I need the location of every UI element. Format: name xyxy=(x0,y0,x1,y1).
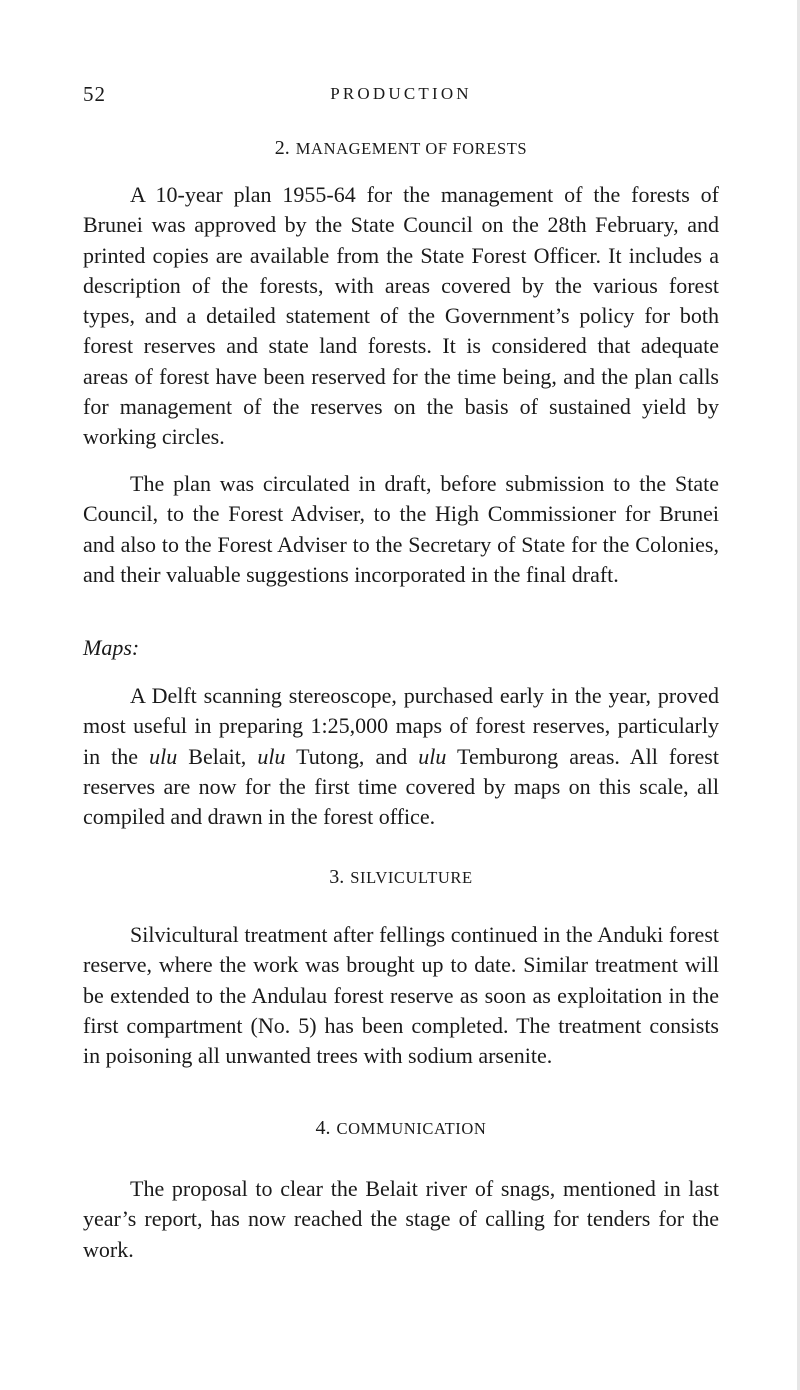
paragraph-communication: The proposal to clear the Belait river of snags, mentioned in last year’s report, has now reached the stage of calling for tenders for the work. xyxy=(83,1176,719,1262)
paragraph-management-plan: A 10-year plan 1955-64 for the management of the forests of Brunei was approved by the State Council on the 28th February, and printed copies are available from the State Forest Officer. It includes a description of the forests, with areas covered by the various forest types, and a detailed statement of the Government’s policy for both forest reserves and state land forests. It is considered that adequate areas of forest have been reserved for the time being, and the plan calls for management of the reserves on the basis of sustained yield by working circles. xyxy=(83,182,719,450)
maps-subheading: Maps: xyxy=(83,635,140,660)
section-number: 4. xyxy=(315,1117,331,1139)
ulu-term: ulu xyxy=(418,743,447,769)
maps-text-part1: A Delft scanning stereoscope, purchased early in the year, proved most useful in preparing 1:25,000 maps of forest reserves, particularly in the xyxy=(83,683,719,769)
section-number: 2. xyxy=(274,137,290,159)
maps-place-tutong: Tutong, and xyxy=(285,743,419,769)
section-title: MANAGEMENT OF FORESTS xyxy=(295,139,528,158)
page-header xyxy=(83,82,719,112)
paragraph-maps xyxy=(83,681,719,832)
maps-place-belait: Belait, xyxy=(177,743,258,769)
page-number: 52 xyxy=(83,82,106,106)
ulu-term: ulu xyxy=(257,743,286,769)
ulu-term: ulu xyxy=(149,743,178,769)
section-heading-communication xyxy=(83,1117,719,1140)
paragraph-plan-circulation: The plan was circulated in draft, before submission to the State Council, to the Forest Adviser, to the High Commissioner for Brunei and also to the Forest Adviser to the Secretary of State for the Colonies, and their valuable suggestions incorporated in the final draft. xyxy=(83,471,719,587)
section-heading-management xyxy=(83,137,719,160)
running-title: PRODUCTION xyxy=(330,84,472,103)
section-number: 3. xyxy=(329,866,345,888)
section-title: SILVICULTURE xyxy=(350,868,473,887)
maps-text-part2: Temburong areas. All forest reserves are now for the first time covered by maps on this scale, all compiled and drawn in the forest office. xyxy=(83,743,719,830)
section-title: COMMUNICATION xyxy=(336,1119,487,1138)
paragraph-silviculture: Silvicultural treatment after fellings continued in the Anduki forest reserve, where the work was brought up to date. Similar treatment will be extended to the Andulau forest reserve as soon as exploitation in the first compartment (No. 5) has been completed. The treatment consists in poisoning all unwanted trees with sodium arsenite. xyxy=(83,922,719,1069)
section-heading-silviculture xyxy=(83,866,719,889)
